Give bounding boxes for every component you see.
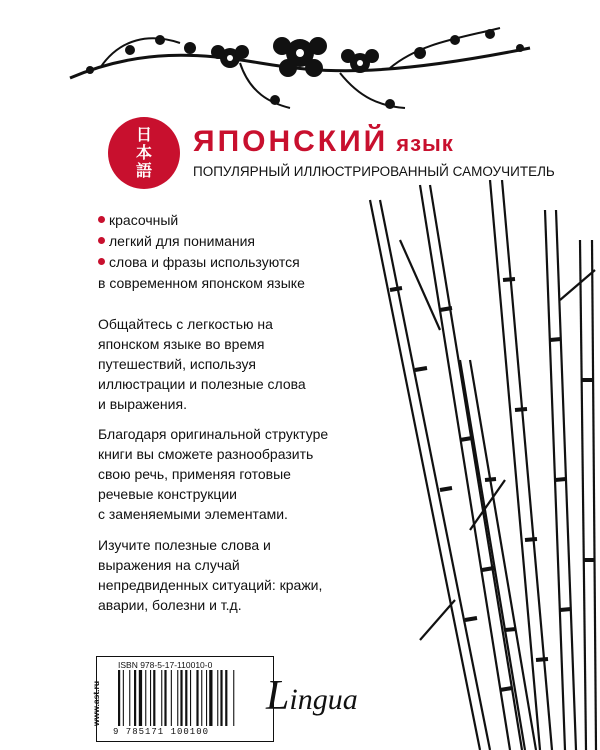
paragraph-2: Благодаря оригинальной структуре книги вы сможете разнообразить свою речь, применяя готовые речевые конструкции с заменяемыми элементами. <box>98 426 329 522</box>
list-item: слова и фразы используются <box>98 252 305 273</box>
book-title <box>193 125 454 159</box>
barcode-bar <box>233 670 234 726</box>
barcode-bar <box>171 670 172 726</box>
logo-initial: L <box>266 673 290 719</box>
barcode-bar <box>185 670 187 726</box>
cherry-blossom-branch-illustration <box>60 8 540 118</box>
barcode-bar <box>177 670 178 726</box>
title-sub: язык <box>396 131 454 156</box>
bamboo-illustration <box>360 180 600 750</box>
barcode-bar <box>225 670 227 726</box>
barcode-bar <box>201 670 202 726</box>
bullet-dot-icon <box>98 216 105 223</box>
list-item-continuation: в современном японском языке <box>98 275 305 291</box>
barcode-bar <box>196 670 198 726</box>
bullet-dot-icon <box>98 258 105 265</box>
seal-char-2: 本 <box>135 143 152 162</box>
barcode-bar <box>190 670 191 726</box>
ean-number: 9 785171 100100 <box>113 727 210 737</box>
barcode-bar <box>161 670 162 726</box>
paragraph-3: Изучите полезные слова и выражения на случай непредвиденных ситуаций: кражи, аварии, болезни и т.д. <box>98 537 323 613</box>
barcode-bar <box>150 670 151 726</box>
barcode-bar <box>134 670 136 726</box>
publisher-website: www.ast.ru <box>91 680 101 726</box>
barcode-bar <box>206 670 207 726</box>
barcode-bar <box>164 670 166 726</box>
list-item: легкий для понимания <box>98 231 305 252</box>
barcode-bar <box>180 670 182 726</box>
barcode-bar <box>139 670 142 726</box>
seal-char-3: 語 <box>135 161 152 180</box>
list-item: красочный <box>98 210 305 231</box>
japanese-seal-logo <box>108 117 180 189</box>
book-subtitle: ПОПУЛЯРНЫЙ ИЛЛЮСТРИРОВАННЫЙ САМОУЧИТЕЛЬ <box>193 164 555 179</box>
title-main: ЯПОНСКИЙ <box>193 125 389 158</box>
barcode-bar <box>118 670 120 726</box>
feature-list <box>98 210 305 294</box>
barcode-bar <box>220 670 222 726</box>
barcode-bar <box>129 670 130 726</box>
seal-char-1: 日 <box>135 125 152 144</box>
barcode-bar <box>145 670 146 726</box>
barcode-bar <box>123 670 124 726</box>
logo-rest: ingua <box>289 683 358 716</box>
bullet-dot-icon <box>98 237 105 244</box>
paragraph-1: Общайтесь с легкостью на японском языке во время путешествий, используя иллюстрации и полезные слова и выражения. <box>98 316 306 412</box>
barcode-bars <box>118 670 266 726</box>
barcode-bar <box>217 670 218 726</box>
lingua-publisher-logo <box>266 672 358 720</box>
barcode-bar <box>209 670 212 726</box>
barcode-bar <box>153 670 155 726</box>
isbn-text: ISBN 978-5-17-110010-0 <box>118 660 213 670</box>
